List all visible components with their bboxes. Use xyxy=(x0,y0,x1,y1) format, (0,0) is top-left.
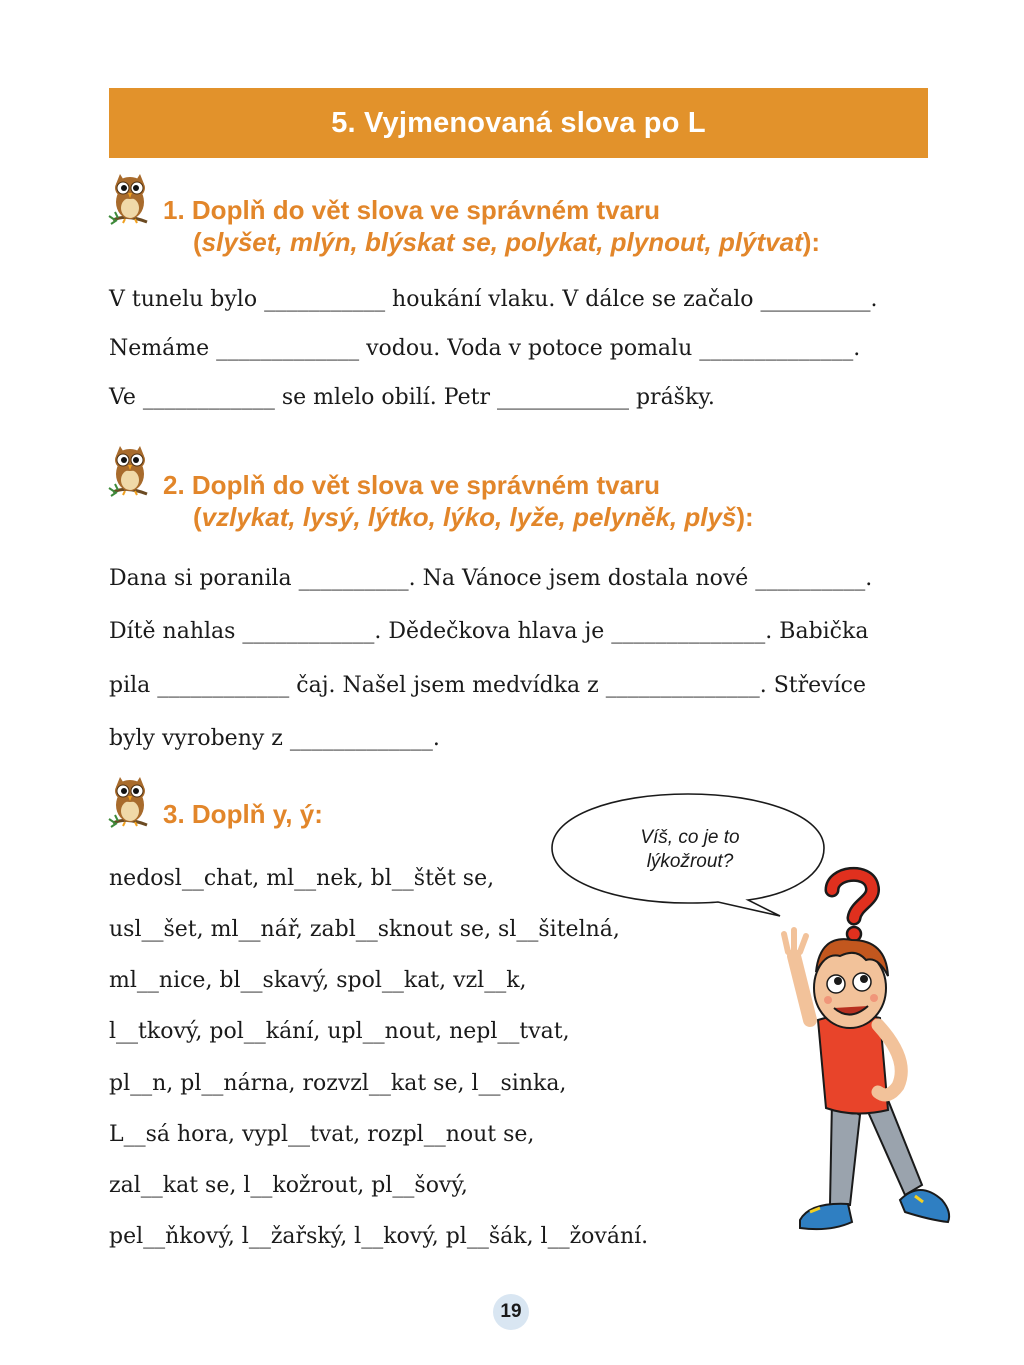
exercise-3-line: ml__nice, bl__skavý, spol__kat, vzl__k, xyxy=(109,968,527,993)
exercise-3-line: pel__ňkový, l__žařský, l__kový, pl__šák, l__žování. xyxy=(109,1224,649,1249)
owl-icon xyxy=(107,442,153,500)
title-bar xyxy=(109,88,928,158)
exercise-2-word-list: (vzlykat, lysý, lýtko, lýko, lyže, pelyněk, plyš): xyxy=(193,502,754,532)
exercise-2-heading: 2. Doplň do vět slova ve správném tvaru (vzlykat, lysý, lýtko, lýko, lyže, pelyněk, plyš): xyxy=(163,470,754,532)
boy-illustration xyxy=(770,860,970,1250)
exercise-3-heading: 3. Doplň y, ý: xyxy=(163,799,323,829)
exercise-1-word-list: (slyšet, mlýn, blýskat se, polykat, plynout, plýtvat): xyxy=(193,227,821,257)
exercise-2-line: Dítě nahlas ____________. Dědečkova hlava je ______________. Babička xyxy=(109,619,869,644)
exercise-1-line: V tunelu bylo ___________ houkání vlaku. V dálce se začalo __________. xyxy=(109,287,878,312)
exercise-1-line: Ve ____________ se mlelo obilí. Petr ____________ prášky. xyxy=(109,385,715,410)
exercise-3-line: usl__šet, ml__nář, zabl__sknout se, sl__šitelná, xyxy=(109,917,620,942)
exercise-2-line: pila ____________ čaj. Našel jsem medvídka z ______________. Střevíce xyxy=(109,673,866,698)
exercise-3-line: pl__n, pl__nárna, rozvzl__kat se, l__sinka, xyxy=(109,1071,567,1096)
page-title: 5. Vyjmenovaná slova po L xyxy=(331,106,706,139)
exercise-2-line: byly vyrobeny z _____________. xyxy=(109,726,440,751)
owl-icon xyxy=(107,170,153,228)
exercise-3-line: L__sá hora, vypl__tvat, rozpl__nout se, xyxy=(109,1122,535,1147)
exercise-1-heading: 1. Doplň do vět slova ve správném tvaru (slyšet, mlýn, blýskat se, polykat, plynout, plýtvat): xyxy=(163,195,821,257)
question-mark-icon xyxy=(832,874,873,941)
exercise-3-line: nedosl__chat, ml__nek, bl__štět se, xyxy=(109,866,495,891)
speech-bubble-text: Víš, co je to lýkožrout? xyxy=(640,827,740,872)
page-number: 19 xyxy=(493,1294,529,1330)
owl-icon xyxy=(107,773,153,831)
exercise-2-line: Dana si poranila __________. Na Vánoce jsem dostala nové __________. xyxy=(109,566,873,591)
exercise-3-line: l__tkový, pol__kání, upl__nout, nepl__tvat, xyxy=(109,1019,570,1044)
exercise-1-line: Nemáme _____________ vodou. Voda v potoce pomalu ______________. xyxy=(109,336,861,361)
exercise-3-line: zal__kat se, l__kožrout, pl__šový, xyxy=(109,1173,468,1198)
